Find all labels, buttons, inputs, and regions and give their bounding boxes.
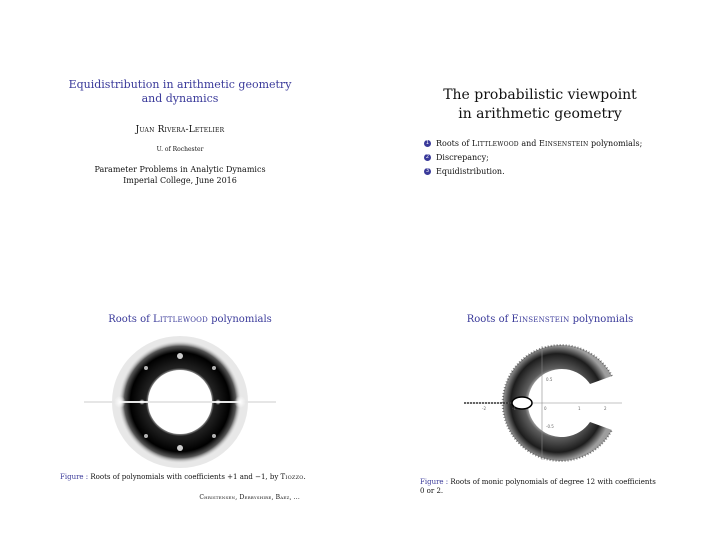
conference-info	[60, 164, 300, 186]
caption-label: Figure :	[60, 473, 89, 481]
einsenstein-slide	[360, 270, 720, 540]
numbered-bullet-icon: 1	[425, 139, 430, 146]
axis-tick-label: -1	[512, 406, 516, 411]
axis-tick-label: -2	[482, 406, 486, 411]
axis-tick-label: 2	[604, 406, 607, 411]
title-text-before: Roots of	[466, 314, 512, 325]
outline-title-line2: in arithmetic geometry	[458, 106, 622, 122]
einsenstein-roots-figure	[460, 336, 624, 470]
littlewood-slide	[0, 270, 360, 540]
einsenstein-title	[420, 314, 680, 325]
conference-name: Parameter Problems in Analytic Dynamics	[94, 165, 266, 174]
title-name: Littlewood	[153, 314, 208, 325]
list-item	[424, 164, 642, 178]
title-text-before: Roots of	[108, 314, 153, 325]
talk-title-line2: and dynamics	[141, 92, 219, 105]
title-slide	[0, 0, 360, 270]
axis-tick-label: 0.5	[546, 377, 553, 382]
outline-title-line1: The probabilistic viewpoint	[443, 87, 637, 103]
caption-text: Roots of monic polynomials of degree 12 with coefficients 0 or 2.	[420, 478, 656, 495]
title-name: Einsenstein	[511, 314, 570, 325]
numbered-bullet-icon: 2	[425, 153, 430, 160]
item-text-mid: and	[518, 138, 539, 148]
item-name-littlewood: Littlewood	[471, 138, 519, 148]
numbered-bullet-icon: 3	[425, 167, 430, 174]
author-name: Juan Rivera-Letelier	[135, 125, 225, 135]
caption-author: Tiozzo	[280, 473, 304, 481]
einsenstein-caption	[420, 478, 660, 496]
littlewood-roots-figure	[84, 336, 276, 468]
outline-title	[420, 86, 660, 124]
list-item-text: Equidistribution.	[436, 166, 505, 176]
list-item-text	[436, 139, 642, 148]
axis-tick-label: -0.5	[546, 424, 554, 429]
talk-title-line1: Equidistribution in arithmetic geometry	[68, 78, 292, 91]
talk-title	[60, 78, 300, 106]
littlewood-caption	[60, 473, 320, 481]
outline-list	[424, 136, 642, 178]
list-item	[424, 136, 642, 150]
list-item	[424, 150, 642, 164]
title-text-after: polynomials	[569, 314, 634, 325]
item-text-after: polynomials;	[588, 138, 643, 148]
outline-slide	[360, 0, 720, 270]
item-name-einsenstein: Einsenstein	[538, 138, 589, 148]
list-item-text: Discrepancy;	[436, 152, 489, 162]
credit-line: Christensen, Derbyshire, Baez, ...	[199, 494, 300, 501]
axis-tick-label: 1	[578, 406, 581, 411]
caption-end: .	[303, 473, 306, 481]
caption-text: Roots of polynomials with coefficients +1 and −1, by	[88, 473, 281, 481]
item-text-before: Roots of	[436, 138, 472, 148]
title-text-after: polynomials	[207, 314, 272, 325]
affiliation: U. of Rochester	[156, 146, 204, 153]
littlewood-title	[40, 314, 340, 325]
axis-tick-label: 0	[544, 406, 547, 411]
caption-label: Figure :	[420, 478, 449, 486]
conference-venue: Imperial College, June 2016	[123, 176, 237, 185]
